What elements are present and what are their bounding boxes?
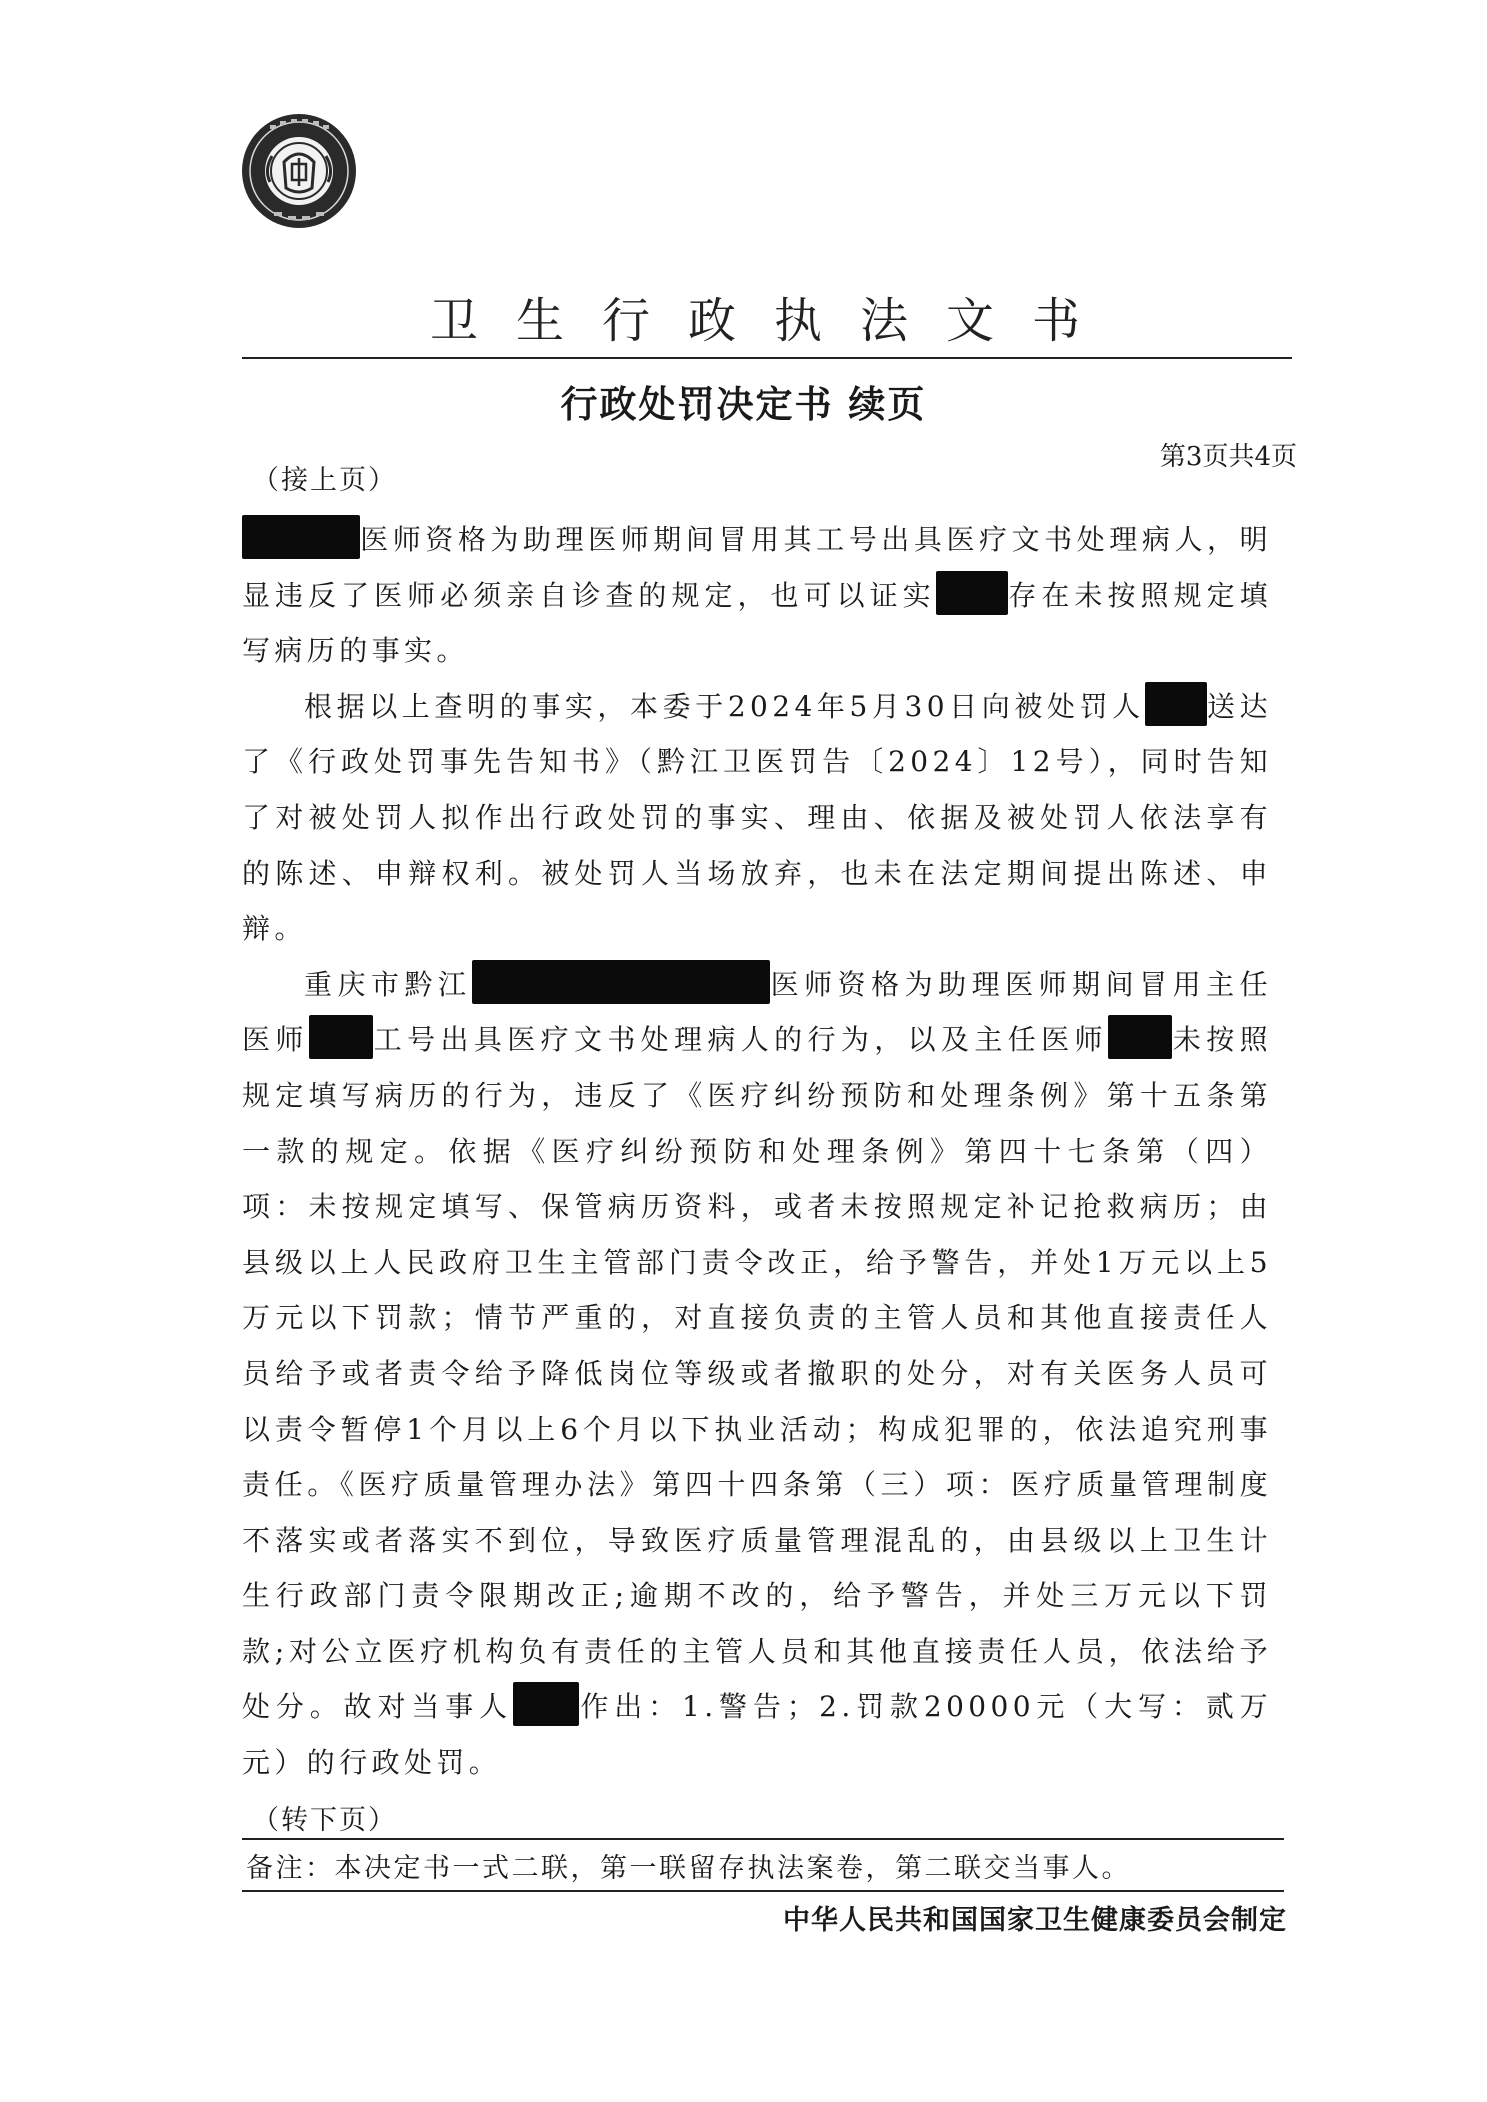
decision-body: [242, 512, 1272, 1791]
paragraph-1: [242, 512, 1272, 679]
paragraph-1-text-b: 存在未按照规定填写病历的事实。: [242, 578, 1273, 668]
health-enforcement-emblem-icon: [240, 112, 358, 230]
footer-divider-bottom: [242, 1890, 1284, 1892]
paragraph-2-text-a: 根据以上查明的事实，本委于2024年5月30日向被处罚人: [304, 689, 1145, 723]
page-indicator: 第3页共4页: [1159, 442, 1297, 472]
redaction-block: [1145, 682, 1207, 726]
redaction-block: [936, 571, 1008, 615]
paragraph-2-text-b: 送达了《行政处罚事先告知书》（黔江卫医罚告〔2024〕12号），同时告知了对被处罚人拟作出行政处罚的事实、理由、依据及被处罚人依法享有的陈述、申辩权利。被处罚人当场放弃，也未在法定期间提出陈述、申辩。: [242, 689, 1272, 946]
header-divider: [242, 357, 1292, 359]
paragraph-3-text-a: 重庆市黔江: [304, 967, 472, 1001]
paragraph-3-text-e: 作出：1.警告；2.罚款20000元（大写：贰万元）的行政处罚。: [242, 1690, 1273, 1780]
paragraph-3: [242, 957, 1272, 1791]
redaction-block: [472, 960, 770, 1004]
continued-to-note: （转下页）: [252, 1805, 397, 1836]
paragraph-3-text-b: 医师资格为助理医师期间冒用主任医师: [242, 967, 1272, 1057]
document-title: 行政处罚决定书 续页: [560, 383, 927, 426]
continued-from-note: （接上页）: [252, 465, 397, 496]
paragraph-2: [242, 679, 1272, 957]
redaction-block: [309, 1015, 373, 1059]
footer-divider-top: [242, 1838, 1284, 1840]
paragraph-3-text-c: 工号出具医疗文书处理病人的行为，以及主任医师: [372, 1023, 1108, 1057]
issuing-authority: 中华人民共和国国家卫生健康委员会制定: [783, 1905, 1287, 1936]
remark-note: 备注：本决定书一式二联，第一联留存执法案卷，第二联交当事人。: [246, 1853, 1131, 1884]
paragraph-3-text-d: 未按照规定填写病历的行为，违反了《医疗纠纷预防和处理条例》第十五条第一款的规定。依据《医疗纠纷预防和处理条例》第四十七条第（四）项：未按规定填写、保管病历资料，或者未按照规定补记抢救病历；由县级以上人民政府卫生主管部门责令改正，给予警告，并处1万元以上5万元以下罚款；情节严重的，对直接负责的主管人员和其他直接责任人员给予或者责令给予降低岗位等级或者撤职的处分，对有关医务人员可以责令暂停1个月以上6个月以下执业活动；构成犯罪的，依法追究刑事责任。《医疗质量管理办法》第四十四条第（三）项：医疗质量管理制度不落实或者落实不到位，导致医疗质量管理混乱的，由县级以上卫生计生行政部门责令限期改正;逾期不改的，给予警告，并处三万元以下罚款;对公立医疗机构负有责任的主管人员和其他直接责任人员，依法给予处分。故对当事人: [242, 1023, 1272, 1724]
paragraph-1-text-a: 医师资格为助理医师期间冒用其工号出具医疗文书处理病人，明显违反了医师必须亲自诊查的规定，也可以证实: [242, 523, 1272, 612]
redaction-block: [1108, 1015, 1172, 1059]
redaction-block: [242, 515, 360, 559]
redaction-block: [513, 1682, 579, 1726]
header-title: 卫生行政执法文书: [430, 293, 1119, 349]
